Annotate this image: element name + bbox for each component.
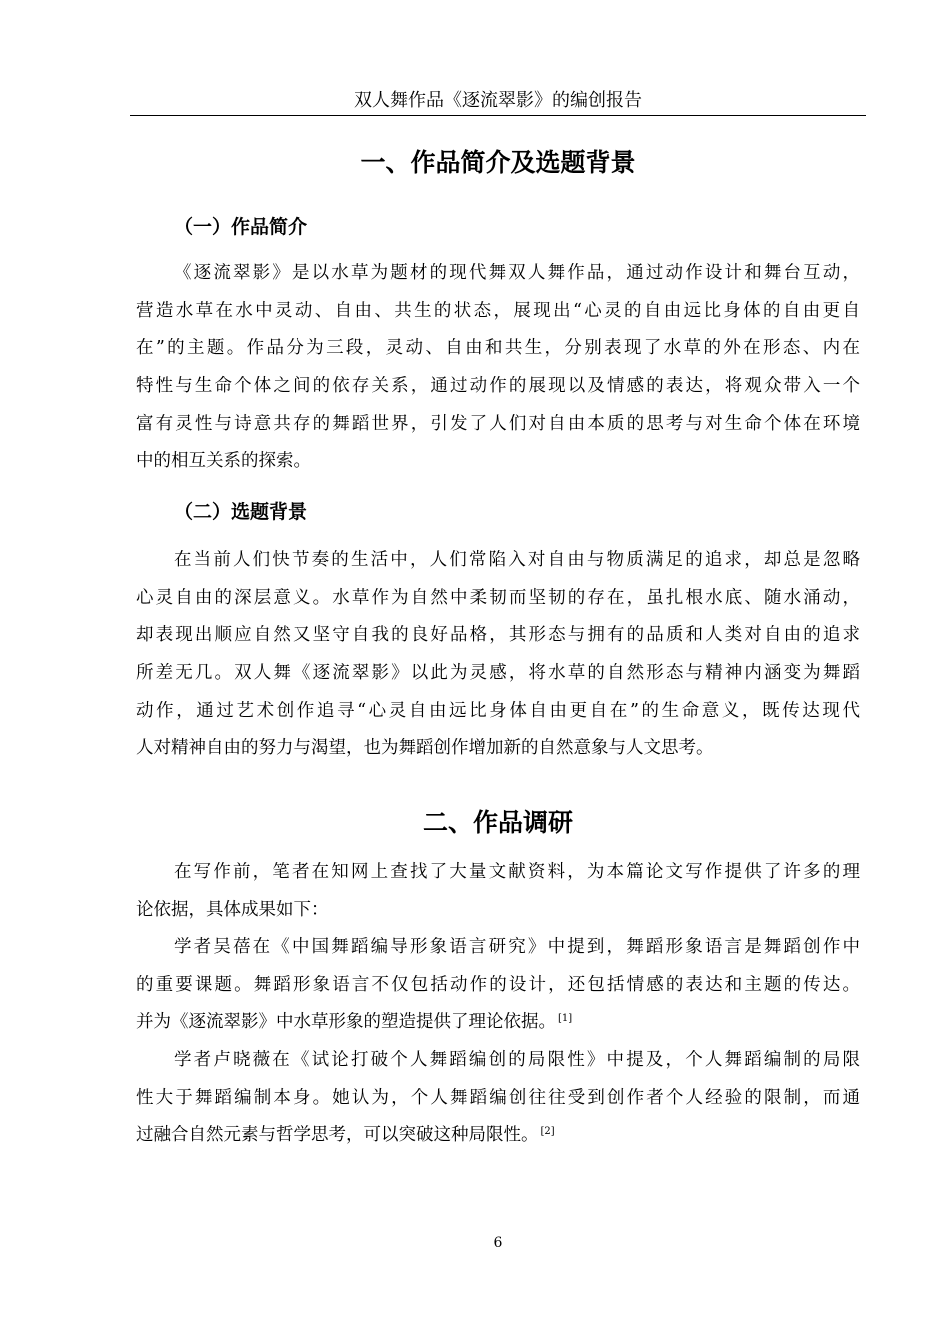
paragraph-line: 的重要课题。舞蹈形象语言不仅包括动作的设计，还包括情感的表达和主题的传达。 — [136, 974, 860, 995]
paragraph-line: 动作，通过艺术创作追寻“心灵自由远比身体自由更自在”的生命意义，既传达现代 — [136, 700, 860, 721]
paragraph-line: 《逐流翠影》是以水草为题材的现代舞双人舞作品，通过动作设计和舞台互动， — [174, 263, 860, 283]
paragraph-line: 学者吴蓓在《中国舞蹈编导形象语言研究》中提到，舞蹈形象语言是舞蹈创作中 — [174, 937, 860, 957]
paragraph-text: 过融合自然元素与哲学思考，可以突破这种局限性。 — [136, 1125, 539, 1146]
background-paragraph — [136, 542, 860, 768]
paragraph-line: 性大于舞蹈编制本身。她认为，个人舞蹈编创往往受到创作者个人经验的限制，而通 — [136, 1087, 860, 1108]
research-paragraph-1 — [136, 929, 860, 1042]
research-intro-paragraph — [136, 854, 860, 929]
paragraph-text: 并为《逐流翠影》中水草形象的塑造提供了理论依据。 — [136, 1012, 556, 1033]
citation-mark: [1] — [558, 1012, 573, 1024]
paragraph-line: 却表现出顺应自然又坚守自我的良好品格，其形态与拥有的品质和人类对自由的追求 — [136, 625, 860, 646]
paragraph-line: 论依据，具体成果如下： — [136, 899, 329, 920]
paragraph-line: 人对精神自由的努力与渴望，也为舞蹈创作增加新的自然意象与人文思考。 — [136, 738, 714, 759]
paragraph-line: 特性与生命个体之间的依存关系，通过动作的展现以及情感的表达，将观众带入一个 — [136, 376, 860, 397]
paragraph-line: 学者卢晓薇在《试论打破个人舞蹈编创的局限性》中提及，个人舞蹈编制的局限 — [174, 1050, 860, 1070]
section-1-heading: 一、作品简介及选题背景 — [360, 148, 636, 177]
paragraph-line — [136, 1004, 860, 1042]
subsection-1-heading: （一）作品简介 — [174, 216, 308, 238]
page-number: 6 — [493, 1235, 503, 1251]
paragraph-line: 在写作前，笔者在知网上查找了大量文献资料，为本篇论文写作提供了许多的理 — [174, 862, 860, 882]
paragraph-line: 中的相互关系的探索。 — [136, 451, 311, 472]
section-2-heading: 二、作品调研 — [422, 808, 573, 837]
subsection-2-heading: （二）选题背景 — [174, 501, 308, 523]
header-rule — [130, 115, 866, 116]
paragraph-line: 在当前人们快节奏的生活中，人们常陷入对自由与物质满足的追求，却总是忽略 — [174, 550, 860, 570]
paragraph-line: 在”的主题。作品分为三段，灵动、自由和共生，分别表现了水草的外在形态、内在 — [136, 338, 860, 359]
running-header: 双人舞作品《逐流翠影》的编创报告 — [354, 90, 642, 111]
research-paragraph-2 — [136, 1042, 860, 1155]
paragraph-line: 营造水草在水中灵动、自由、共生的状态，展现出“心灵的自由远比身体的自由更自 — [136, 300, 860, 321]
paragraph-line: 富有灵性与诗意共存的舞蹈世界，引发了人们对自由本质的思考与对生命个体在环境 — [136, 413, 860, 434]
paragraph-line: 心灵自由的深层意义。水草作为自然中柔韧而坚韧的存在，虽扎根水底、随水涌动， — [136, 587, 860, 608]
citation-mark: [2] — [540, 1125, 555, 1137]
paragraph-line: 所差无几。双人舞《逐流翠影》以此为灵感，将水草的自然形态与精神内涵变为舞蹈 — [136, 663, 860, 684]
paragraph-line — [136, 1117, 860, 1155]
intro-paragraph — [136, 255, 860, 481]
